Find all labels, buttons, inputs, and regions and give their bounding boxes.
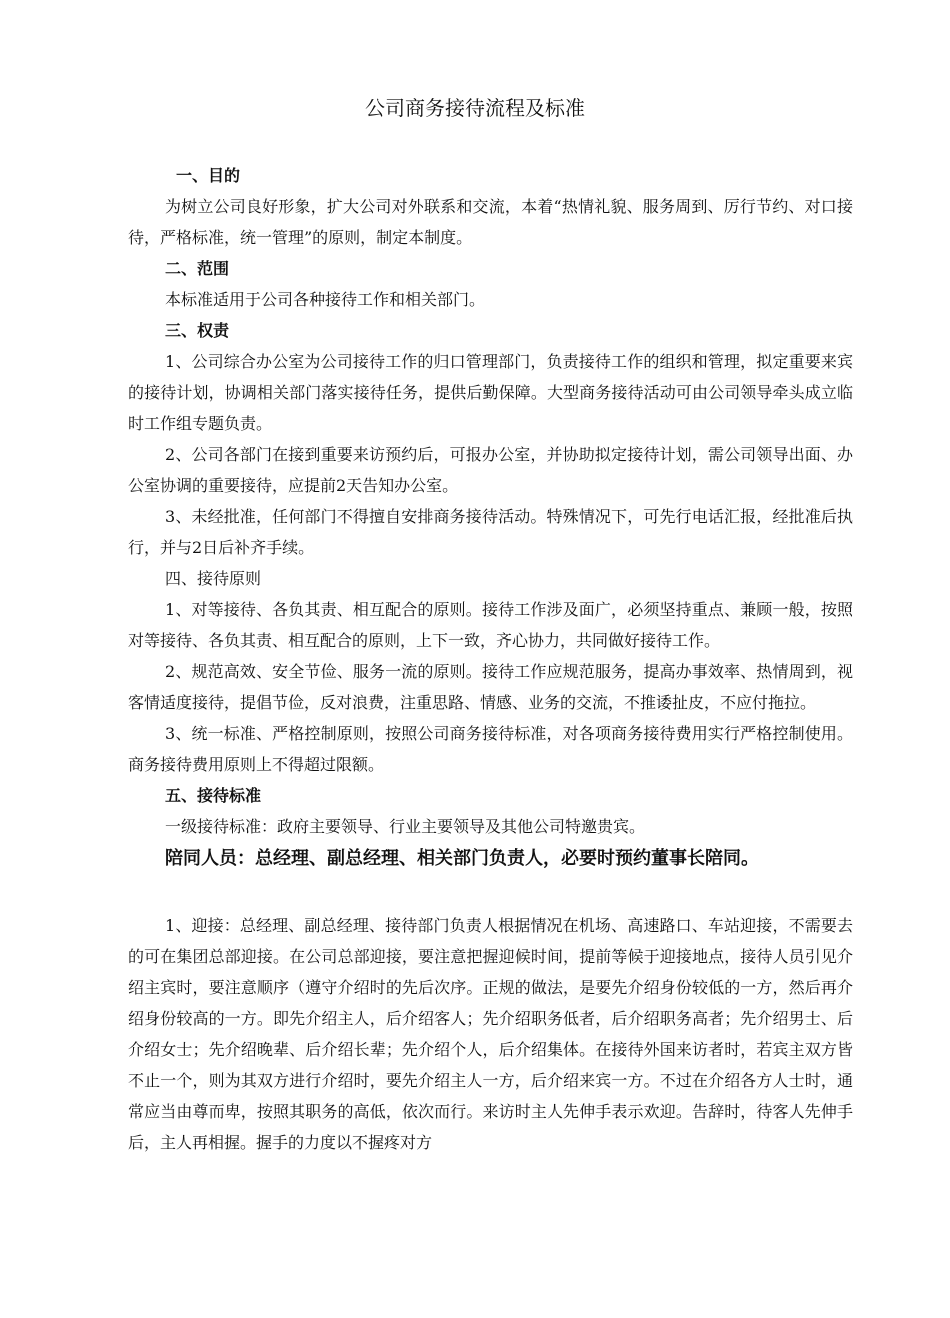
- paragraph-principle-3: 3、统一标准、严格控制原则，按照公司商务接待标准，对各项商务接待费用实行严格控制使用。商务接待费用原则上不得超过限额。: [128, 724, 853, 774]
- section-heading-standards: 五、接待标准: [165, 786, 262, 805]
- paragraph-principle-1: 1、对等接待、各负其责、相互配合的原则。接待工作涉及面广，必须坚持重点、兼顾一般，按照对等接待、各负其责、相互配合的原则，上下一致，齐心协力，共同做好接待工作。: [128, 600, 853, 650]
- paragraph-level-one-standard: 一级接待标准：政府主要领导、行业主要领导及其他公司特邀贵宾。: [165, 817, 646, 836]
- paragraph-spacer: [128, 876, 853, 910]
- paragraph-reception-procedure: 1、迎接：总经理、副总经理、接待部门负责人根据情况在机场、高速路口、车站迎接，不需要去的可在集团总部迎接。在公司总部迎接，要注意把握迎候时间，提前等候于迎接地点，接待人员引见介绍主宾时，要注意顺序（遵守介绍时的先后次序。正规的做法，是要先介绍身份较低的一方，然后再介绍身份较高的一方。即先介绍主人，后介绍客人；先介绍职务低者，后介绍职务高者；先介绍男士、后介绍女士；先介绍晚辈、后介绍长辈；先介绍个人，后介绍集体。在接待外国来访者时，若宾主双方皆不止一个，则为其双方进行介绍时，要先介绍主人一方，后介绍来宾一方。不过在介绍各方人士时，通常应当由尊而卑，按照其职务的高低，依次而行。来访时主人先伸手表示欢迎。告辞时，待客人先伸手后，主人再相握。握手的力度以不握疼对方: [128, 916, 853, 1152]
- section-heading-responsibility: 三、权责: [165, 321, 230, 340]
- section-heading-scope: 二、范围: [165, 259, 230, 278]
- document-title: 公司商务接待流程及标准: [365, 96, 585, 120]
- paragraph-responsibility-2: 2、公司各部门在接到重要来访预约后，可报办公室，并协助拟定接待计划，需公司领导出面、办公室协调的重要接待，应提前2天告知办公室。: [128, 445, 853, 495]
- paragraph-scope: 本标准适用于公司各种接待工作和相关部门。: [165, 290, 486, 309]
- section-heading-purpose: 一、目的: [176, 166, 241, 185]
- paragraph-accompanying-staff: 陪同人员：总经理、副总经理、相关部门负责人，必要时预约董事长陪同。: [165, 848, 759, 869]
- paragraph-principle-2: 2、规范高效、安全节俭、服务一流的原则。接待工作应规范服务，提高办事效率、热情周到，视客情适度接待，提倡节俭，反对浪费，注重思路、情感、业务的交流，不推诿扯皮，不应付拖拉。: [128, 662, 853, 712]
- document-body: [128, 160, 853, 1158]
- section-heading-principles: 四、接待原则: [165, 569, 262, 588]
- paragraph-responsibility-1: 1、公司综合办公室为公司接待工作的归口管理部门，负责接待工作的组织和管理，拟定重要来宾的接待计划，协调相关部门落实接待任务，提供后勤保障。大型商务接待活动可由公司领导牵头成立临时工作组专题负责。: [128, 352, 853, 433]
- paragraph-purpose: 为树立公司良好形象，扩大公司对外联系和交流，本着“热情礼貌、服务周到、厉行节约、对口接待，严格标准，统一管理”的原则，制定本制度。: [128, 197, 853, 247]
- paragraph-responsibility-3: 3、未经批准，任何部门不得擅自安排商务接待活动。特殊情况下，可先行电话汇报，经批准后执行，并与2日后补齐手续。: [128, 507, 853, 557]
